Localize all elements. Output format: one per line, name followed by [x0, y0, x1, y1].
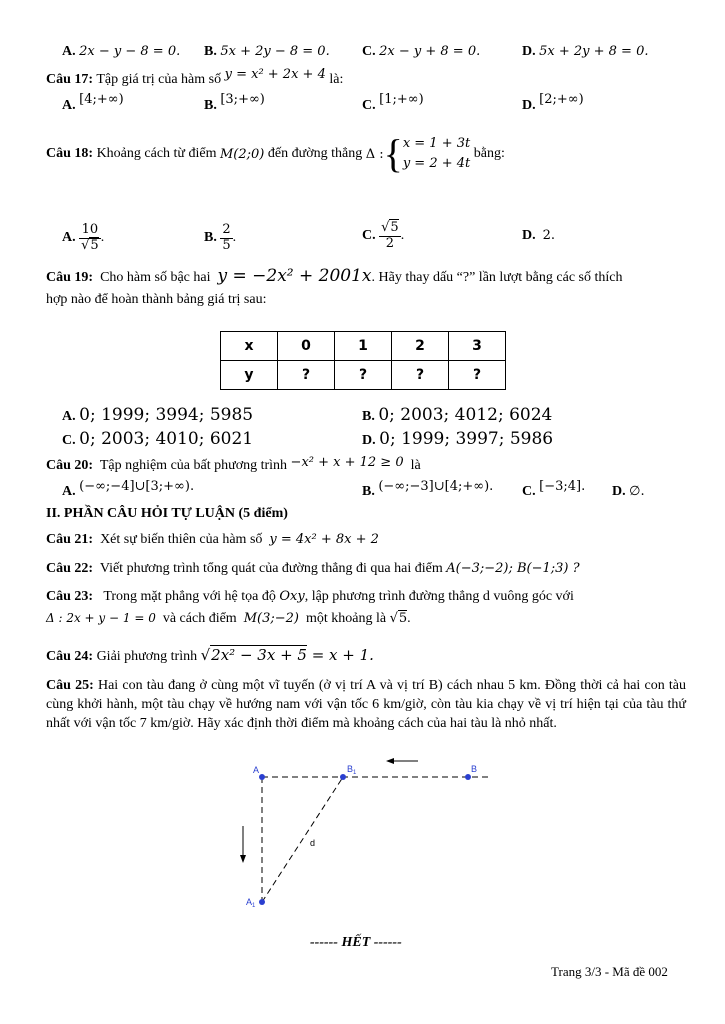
q19-option-c: C. 0; 2003; 4010; 6021: [62, 429, 254, 449]
distance-line-d: [262, 777, 343, 902]
q21-question: Câu 21: Xét sự biến thiên của hàm số y = 4x² + 8x + 2: [46, 532, 379, 547]
table-cell: 2: [392, 332, 449, 361]
table-cell: ?: [392, 361, 449, 390]
south-arrowhead: [240, 855, 246, 863]
q19-question: Câu 19: Cho hàm số bậc hai y = −2x² + 2001x. Hãy thay dấu “?” lần lượt bằng các số thích: [46, 266, 623, 286]
page-footer: Trang 3/3 - Mã đề 002: [551, 964, 668, 979]
q18-option-d: D. 2.: [522, 228, 556, 243]
q23-question-line2: Δ : 2x + y − 1 = 0 và cách điểm M(3;−2) một khoảng là √5.: [46, 611, 411, 626]
q16-option-d: D. 5x + 2y + 8 = 0.: [522, 44, 649, 59]
system-brace: {: [383, 131, 403, 176]
q23-question: Câu 23: Trong mặt phẳng với hệ tọa độ Oxy, lập phương trình đường thẳng d vuông góc với: [46, 589, 574, 604]
q16-option-a: A. 2x − y − 8 = 0.: [62, 44, 181, 59]
q17-option-d: D. [2;+∞): [522, 92, 584, 113]
q18-option-a: A. $\frac{10}{√5}$ .: [62, 222, 105, 253]
section-heading: II. PHẦN CÂU HỎI TỰ LUẬN (5 điểm): [46, 506, 288, 521]
table-cell: 0: [278, 332, 335, 361]
table-cell: 3: [449, 332, 506, 361]
table-cell: ?: [449, 361, 506, 390]
q24-question: Câu 24: Giải phương trình √2x² − 3x + 5 = x + 1.: [46, 646, 374, 664]
point-a: [259, 774, 265, 780]
q20-question: Câu 20: Tập nghiệm của bất phương trình −x² + x + 12 ≥ 0 là: [46, 455, 421, 473]
q19-question-line2: hợp nào để hoàn thành bảng giá trị sau:: [46, 292, 267, 307]
q17-option-a: A. [4;+∞): [62, 92, 124, 113]
q18-option-c: C. $\frac{√5}{2}$ .: [362, 220, 405, 251]
table-cell: 1: [335, 332, 392, 361]
label-a: A: [253, 765, 260, 775]
line-system: x = 1 + 3t y = 2 + 4t: [402, 136, 471, 171]
q16-option-b: B. 5x + 2y − 8 = 0.: [204, 44, 330, 59]
west-arrowhead: [386, 758, 394, 764]
point-b1: [340, 774, 346, 780]
label-b1: $B_1$: [347, 764, 357, 776]
q20-option-a: A. (−∞;−4]∪[3;+∞).: [62, 479, 195, 499]
q20-option-b: B. (−∞;−3]∪[4;+∞).: [362, 479, 494, 499]
q20-option-d: D. ∅.: [612, 484, 645, 499]
q16-option-c: C. 2x − y + 8 = 0.: [362, 44, 481, 59]
q17-question: Câu 17: Tập giá trị của hàm số y = x² + 2x + 4 là:: [46, 67, 344, 87]
table-cell: y: [221, 361, 278, 390]
end-mark: ------ HẾT ------: [310, 935, 402, 950]
point-b: [465, 774, 471, 780]
q19-option-d: D. 0; 1999; 3997; 5986: [362, 429, 554, 449]
q17-option-c: C. [1;+∞): [362, 92, 424, 113]
table-cell: ?: [335, 361, 392, 390]
q18-question: Câu 18: Khoảng cách từ điểm M(2;0) đến đường thẳng Δ : { x = 1 + 3t y = 2 + 4t bằng:: [46, 131, 505, 176]
q20-option-c: C. [−3;4].: [522, 479, 586, 499]
table-cell: ?: [278, 361, 335, 390]
label-a1: $A_1$: [246, 897, 256, 909]
q19-option-a: A. 0; 1999; 3994; 5985: [62, 405, 254, 425]
point-a1: [259, 899, 265, 905]
q25-question: Câu 25: Hai con tàu đang ở cùng một vĩ tuyến (ở vị trí A và vị trí B) cách nhau 5 km. Đồng thời cả hai con tàu cùng khởi hành, một tàu chạy về hướng nam với vận tốc 6 km/giờ, còn tàu kia chạy về vị trí hiện tại của tàu thứ nhất với vận tốc 7 km/giờ. Hãy xác định thời điểm mà khoảng cách của hai tàu là nhỏ nhất.: [46, 678, 687, 731]
q22-question: Câu 22: Viết phương trình tổng quát của đường thẳng đi qua hai điểm A(−3;−2); B(−1;3) ?: [46, 561, 580, 576]
q18-option-b: B. $\frac{2}{5}$ .: [204, 222, 237, 253]
table-cell: x: [221, 332, 278, 361]
q19-option-b: B. 0; 2003; 4012; 6024: [362, 405, 553, 425]
label-b: B: [471, 764, 478, 774]
q17-option-b: B. [3;+∞): [204, 92, 265, 113]
label-d: d: [310, 838, 316, 848]
